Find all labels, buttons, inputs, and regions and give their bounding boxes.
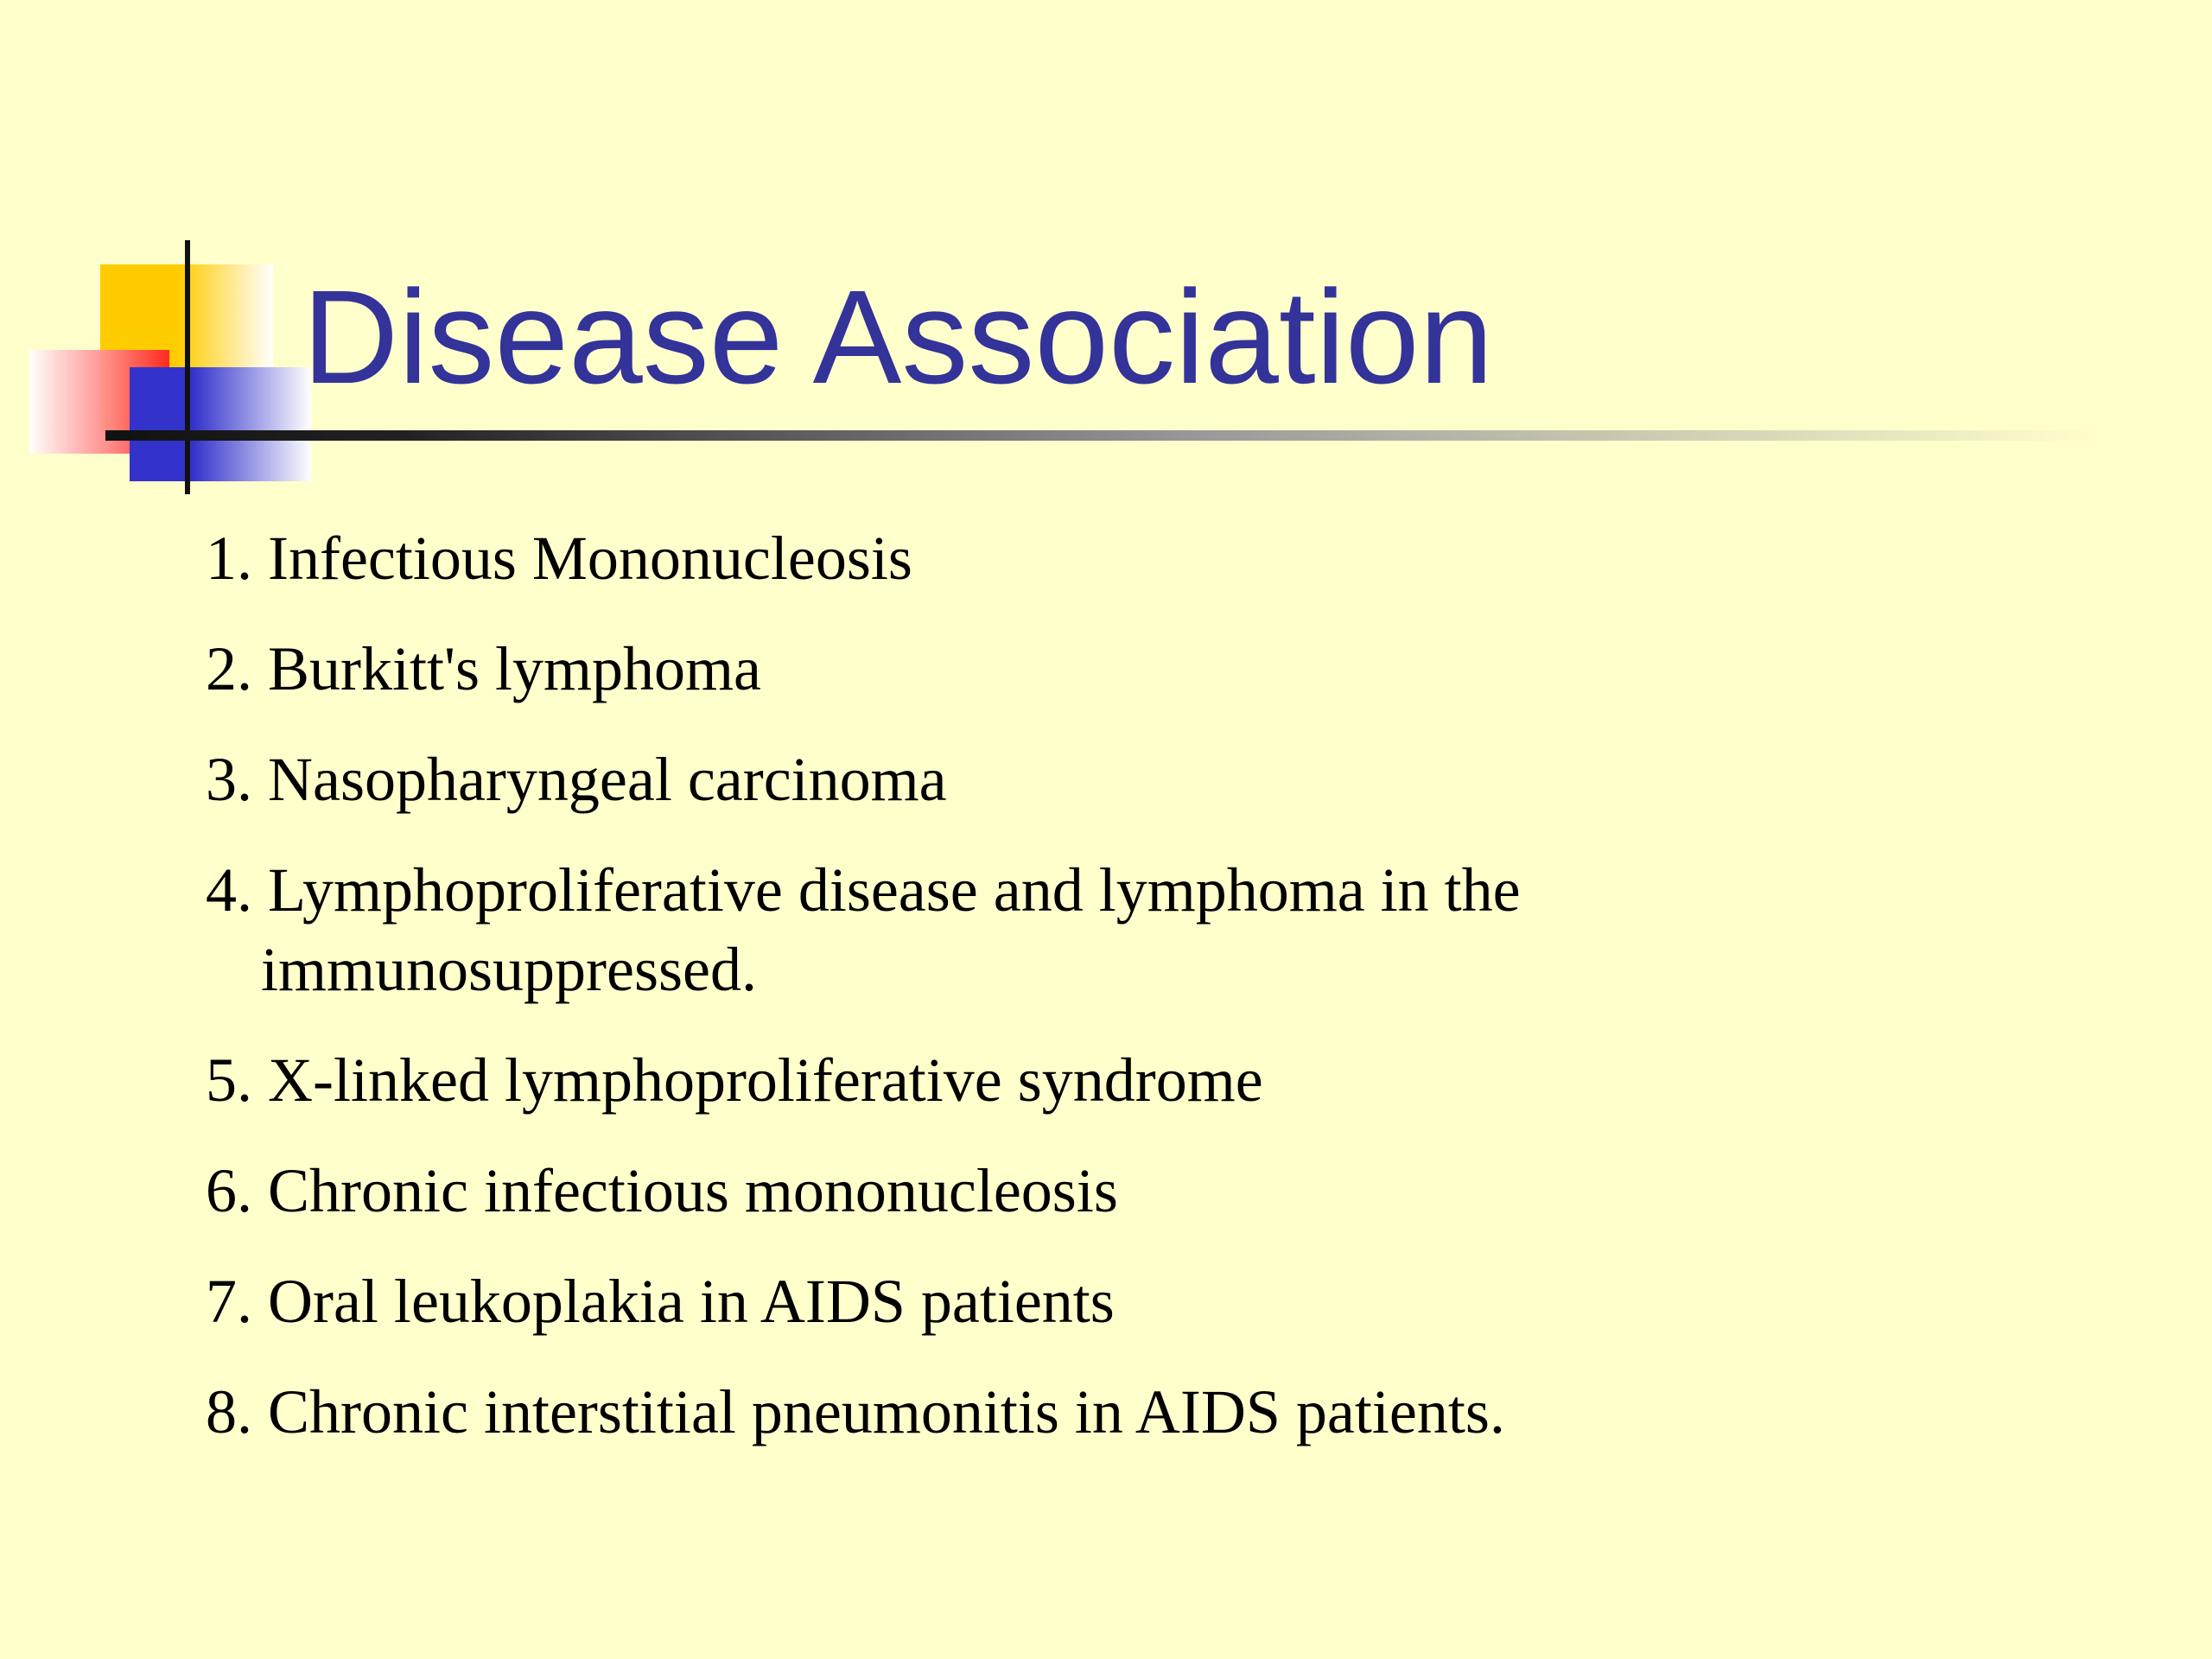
decorative-squares — [0, 0, 346, 518]
list-item: 4. Lymphoproliferative disease and lymphoma in the immunosuppressed. — [206, 855, 1521, 1004]
title-underline — [105, 430, 2100, 441]
list-item: 5. X-linked lymphoproliferative syndrome — [206, 1046, 1263, 1115]
list-item: 2. Burkitt's lymphoma — [206, 634, 761, 703]
list-item: 7. Oral leukoplakia in AIDS patients — [206, 1267, 1115, 1336]
slide-title: Disease Association — [302, 263, 1494, 411]
blue-square — [130, 367, 311, 481]
list-item: 8. Chronic interstitial pneumonitis in AIDS patients. — [206, 1377, 1505, 1446]
list-item: 6. Chronic infectious mononucleosis — [206, 1156, 1118, 1225]
vertical-rule — [185, 240, 190, 494]
disease-list — [206, 518, 2020, 1483]
list-item: 1. Infectious Mononucleosis — [206, 524, 912, 593]
list-item: 3. Nasopharyngeal carcinoma — [206, 745, 947, 814]
